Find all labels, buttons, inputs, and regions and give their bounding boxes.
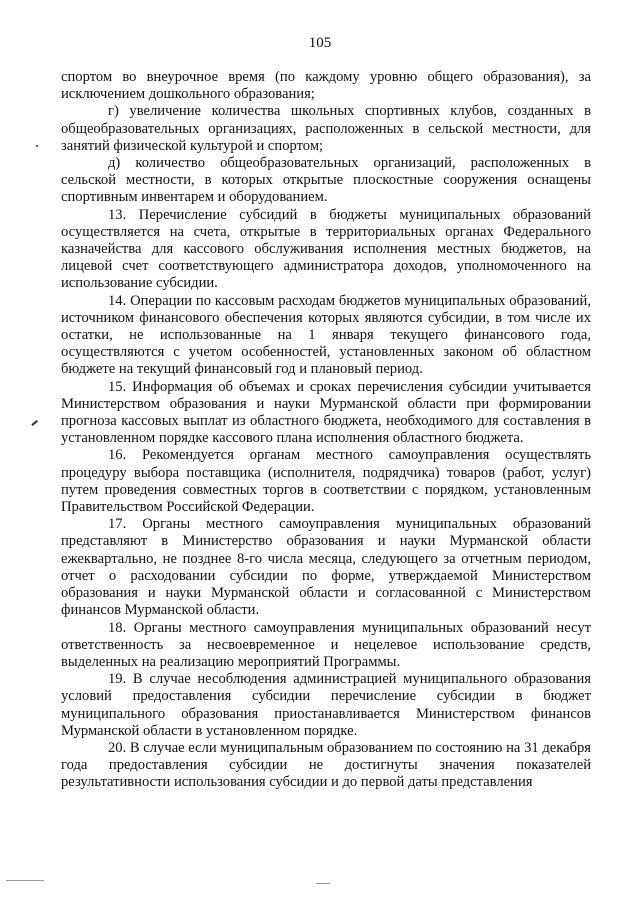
document-body <box>61 69 591 792</box>
paragraph-continuation: спортом во внеурочное время (по каждому уровню общего образования), за исключением дошкольного образования; <box>61 69 591 103</box>
paragraph-15: 15. Информация об объемах и сроках перечисления субсидии учитывается Министерством образования и науки Мурманской области при формировании прогноза кассовых выплат из областного бюджета, необходимого для составления в установленном порядке кассового плана исполнения областного бюджета. <box>61 378 591 447</box>
footer-rule-center <box>316 883 330 884</box>
paragraph-item-d: д) количество общеобразовательных организаций, расположенных в сельской местности, в которых открытые плоскостные сооружения оснащены спортивным инвентарем и оборудованием. <box>61 155 591 206</box>
margin-tick-mark <box>31 420 37 426</box>
paragraph-14: 14. Операции по кассовым расходам бюджетов муниципальных образований, источником финансового обеспечения которых являются субсидии, в том числе их остатки, не использованные на 1 января текущего финансового года, осуществляются с учетом особенностей, установленных законом об областном бюджете на текущий финансовый год и плановый период. <box>61 292 591 378</box>
paragraph-13: 13. Перечисление субсидий в бюджеты муниципальных образований осуществляется на счета, открытые в территориальных органах Федерального казначейства для кассового обслуживания исполнения местных бюджетов, на лицевой счет соответствующего администратора доходов, уполномоченного на использование субсидии. <box>61 206 591 292</box>
paragraph-19: 19. В случае несоблюдения администрацией муниципального образования условий предоставления субсидии перечисление субсидии в бюджет муниципального образования приостанавливается Министерством финансов Мурманской области в установленном порядке. <box>61 671 591 739</box>
paragraph-16: 16. Рекомендуется органам местного самоуправления осуществлять процедуру выбора поставщика (исполнителя, подрядчика) товаров (работ, услуг) путем проведения совместных торгов в соответствии с порядком, установленным Правительством Российской Федерации. <box>61 447 591 516</box>
page-number: 105 <box>308 35 332 51</box>
paragraph-17: 17. Органы местного самоуправления муниципальных образований представляют в Министерство образования и науки Мурманской области ежеквартально, не позднее 8-го числа месяца, следующего за отчетным периодом, отчет о расходовании субсидии по форме, утверждаемой Министерством образования и науки Мурманской области и согласованной с Министерством финансов Мурманской области. <box>61 516 591 619</box>
paragraph-20: 20. В случае если муниципальным образованием по состоянию на 31 декабря года предоставления субсидии не достигнуты значения показателей результативности использования субсидии и до первой даты представления <box>61 739 591 791</box>
paragraph-item-g: г) увеличение количества школьных спортивных клубов, созданных в общеобразовательных организациях, расположенных в сельской местности, для занятий физической культурой и спортом; <box>61 103 591 154</box>
margin-dot-mark <box>36 145 38 147</box>
footer-rule-left <box>6 880 44 881</box>
paragraph-18: 18. Органы местного самоуправления муниципальных образований несут ответственность за несвоевременное и нецелевое использование средств, выделенных на реализацию мероприятий Программы. <box>61 619 591 670</box>
